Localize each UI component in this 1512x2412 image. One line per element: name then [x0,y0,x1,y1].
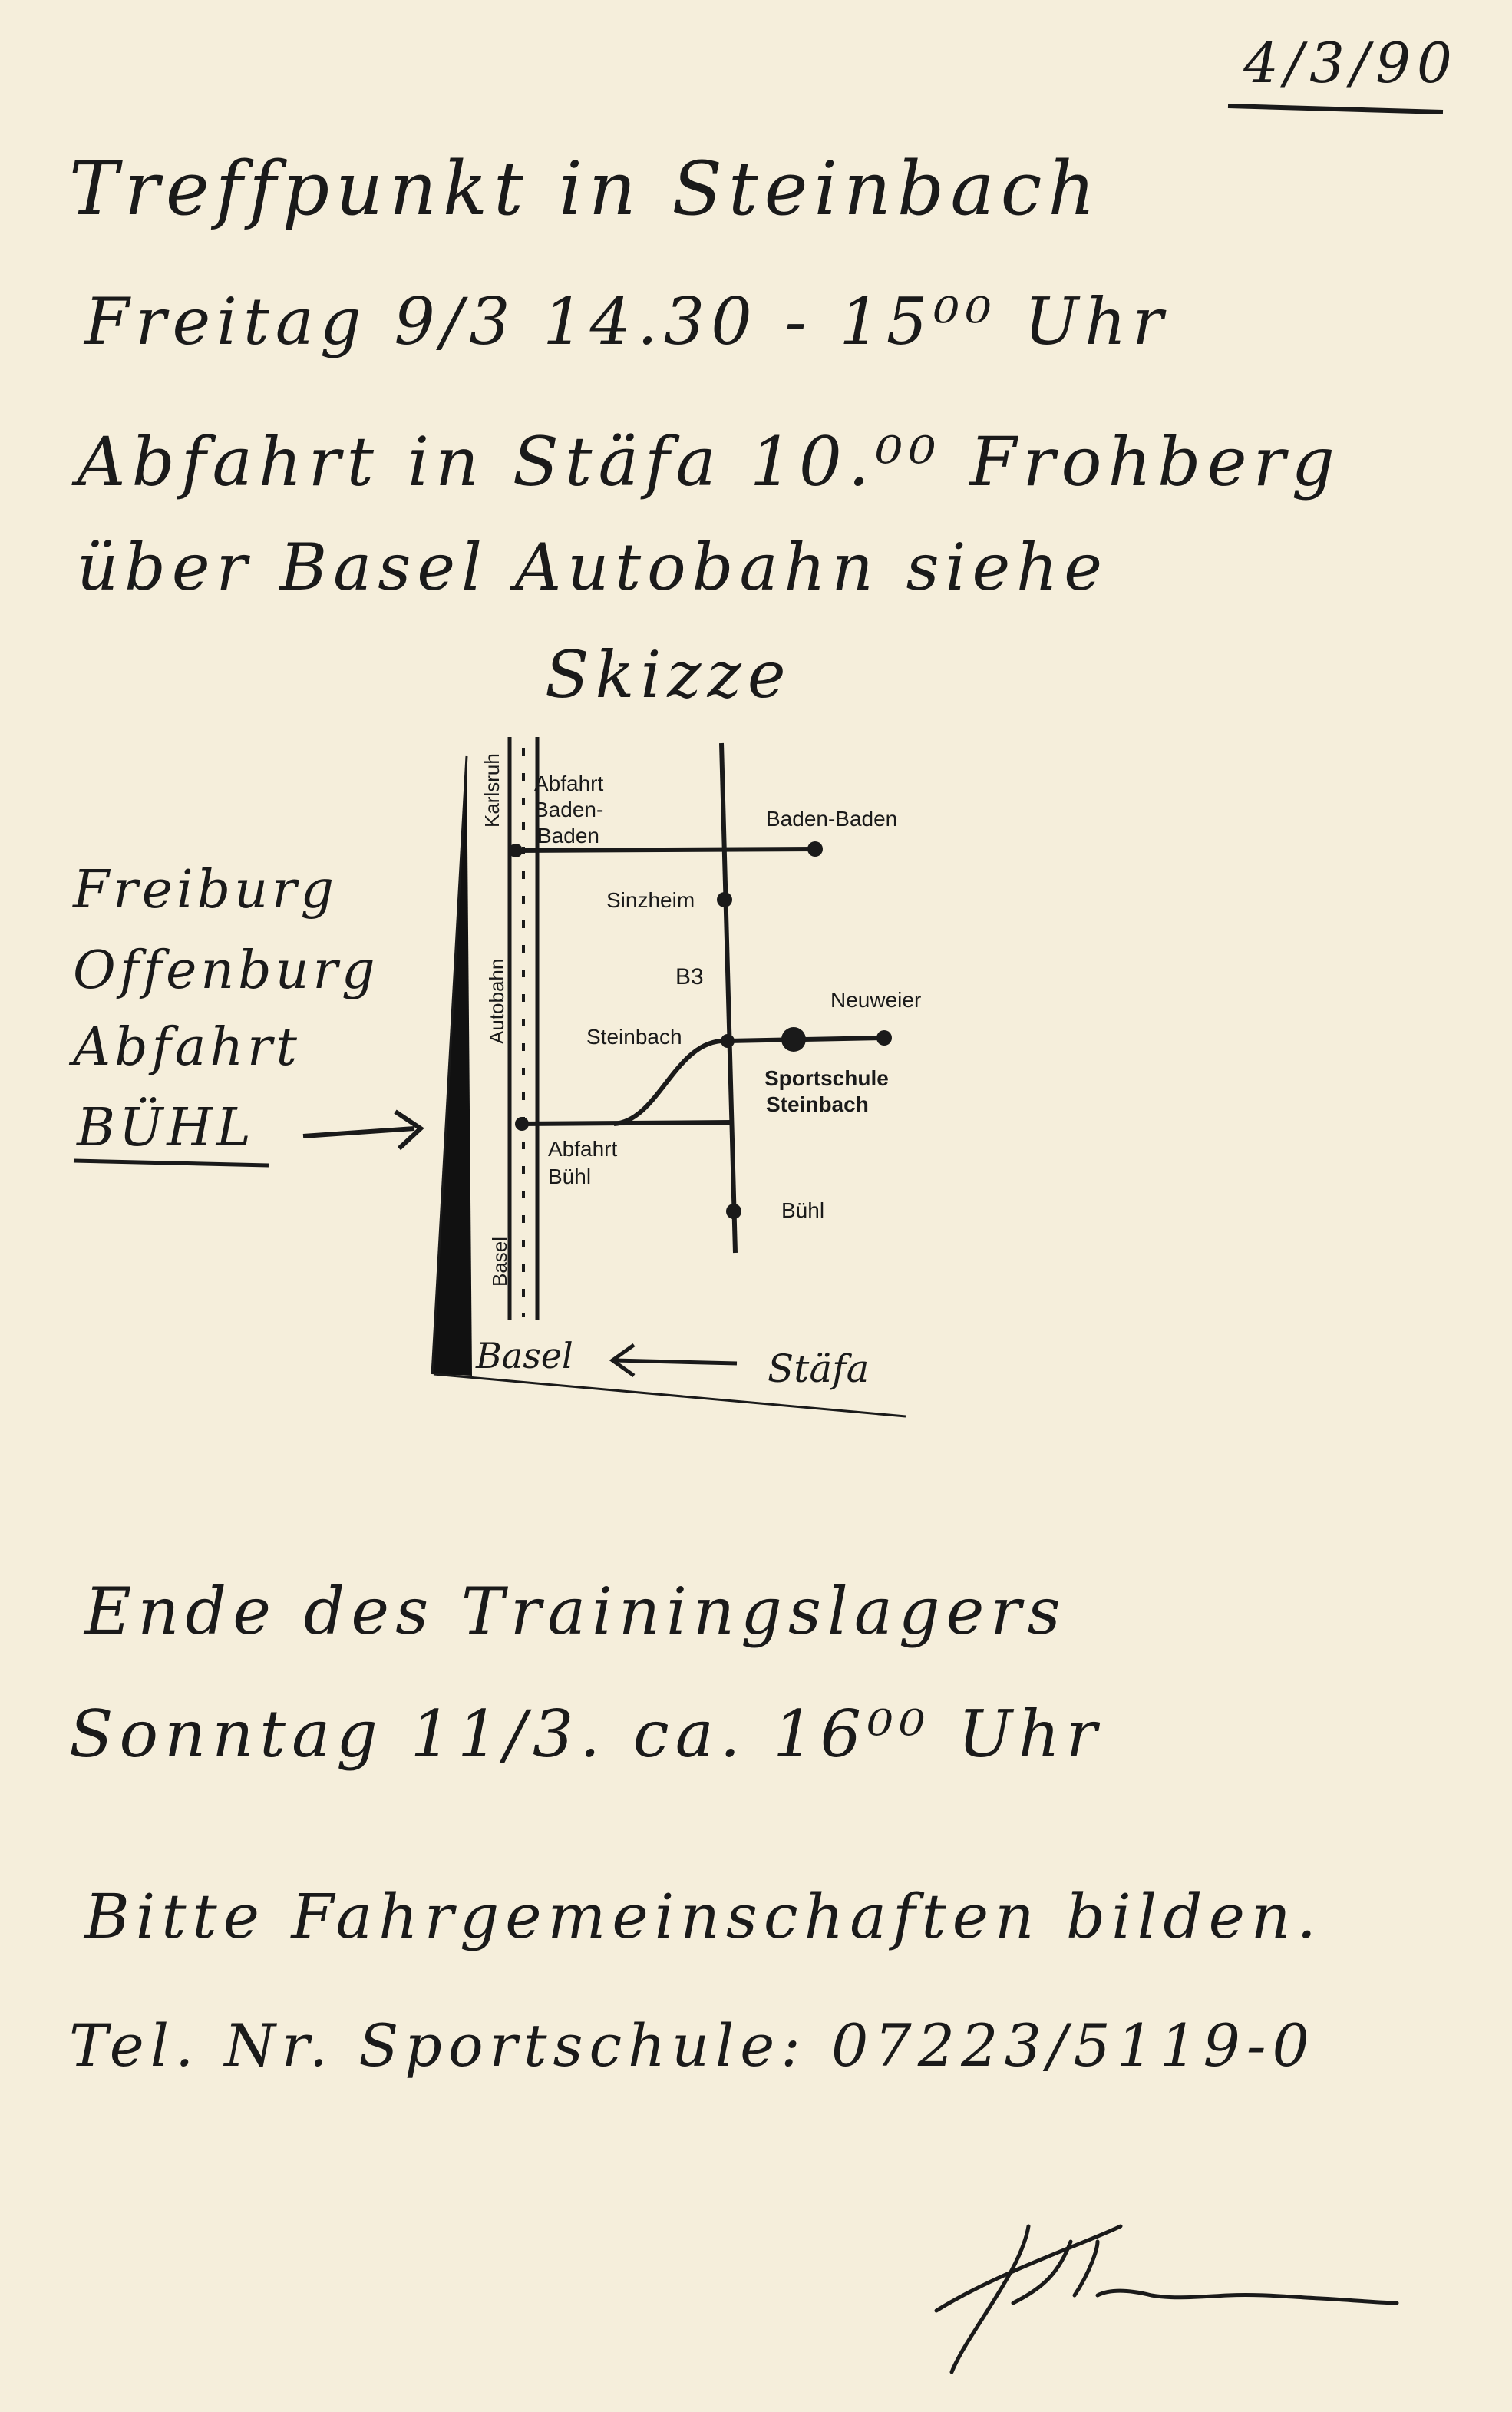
side-note-exit: Abfahrt [73,1017,301,1078]
route-line: über Basel Autobahn siehe [77,530,1108,605]
end-camp-line: Ende des Trainingslagers [84,1574,1067,1649]
meeting-time-line: Freitag 9/3 14.30 - 15⁰⁰ Uhr [84,284,1170,359]
end-time-line: Sonntag 11/3. ca. 16⁰⁰ Uhr [69,1697,1104,1772]
label-exit-bb-2: Baden- [534,798,604,821]
label-exit-bb-1: Abfahrt [534,772,604,795]
date-note: 4/3/90 [1243,31,1458,95]
sketch-line: Skizze [545,637,792,712]
side-note-buehl: BÜHL [77,1098,255,1158]
departure-line: Abfahrt in Stäfa 10.⁰⁰ Frohberg [77,422,1341,501]
label-exit-buehl-1: Abfahrt [548,1137,618,1161]
label-sportschule-1: Sportschule [764,1066,889,1090]
carpool-line: Bitte Fahrgemeinschaften bilden. [84,1881,1322,1952]
hw-basel: Basel [476,1335,573,1376]
meeting-point-line: Treffpunkt in Steinbach [69,146,1102,232]
label-exit-bb-3: Baden [537,824,599,848]
label-b3: B3 [675,964,704,990]
label-buehl: Bühl [781,1198,825,1222]
hw-staefa: Stäfa [768,1346,870,1391]
side-note-offenburg: Offenburg [73,940,379,1001]
label-autobahn: Autobahn [485,958,508,1044]
label-karlsruhe: Karlsruh [480,753,503,828]
label-baden-baden: Baden-Baden [766,807,898,831]
label-sinzheim: Sinzheim [606,888,695,912]
label-exit-buehl-2: Bühl [548,1165,592,1188]
label-sportschule-2: Steinbach [766,1092,869,1116]
label-neuweier: Neuweier [830,988,922,1012]
phone-line: Tel. Nr. Sportschule: 07223/5119-0 [69,2011,1316,2080]
side-note-freiburg: Freiburg [73,860,338,920]
label-steinbach: Steinbach [586,1025,682,1049]
label-basel: Basel [488,1236,511,1287]
